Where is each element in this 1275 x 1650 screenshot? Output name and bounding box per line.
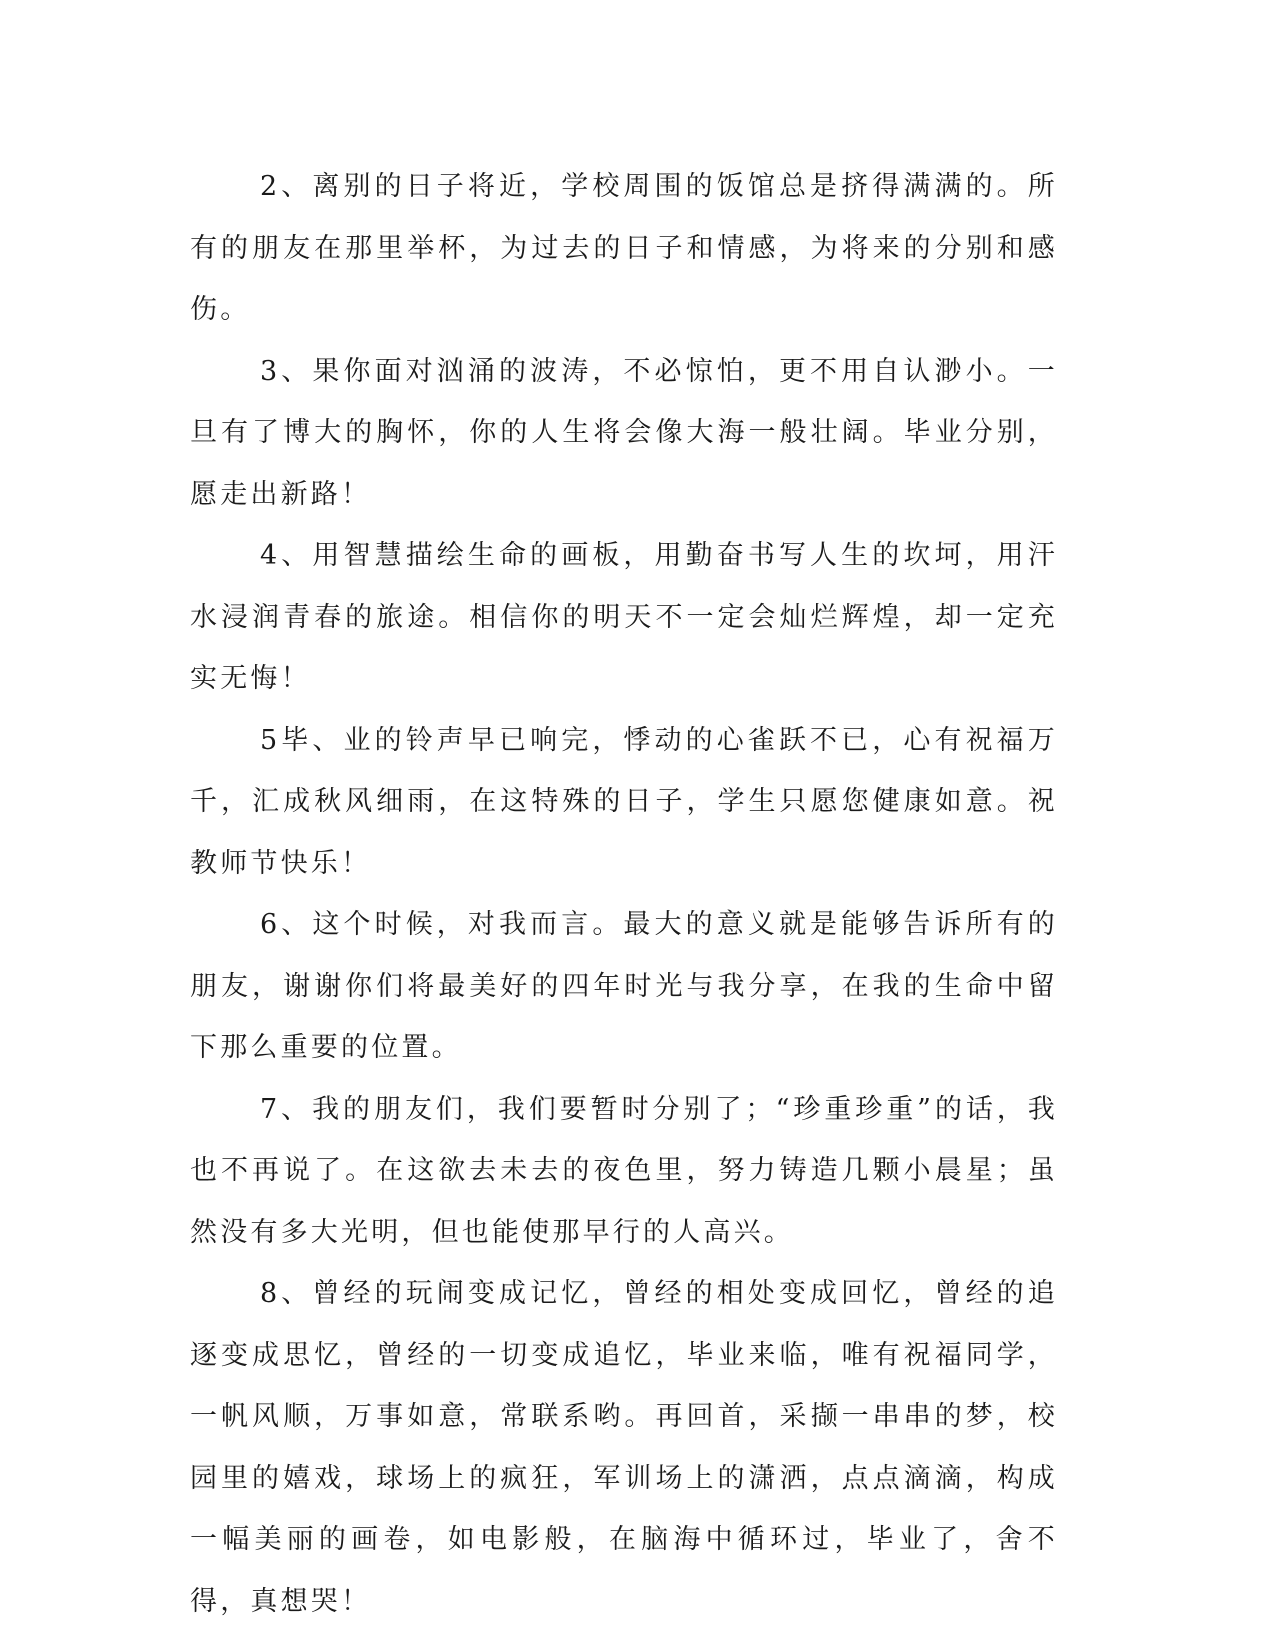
document-body [190, 156, 1058, 1632]
paragraph-4: 4、用智慧描绘生命的画板，用勤奋书写人生的坎坷，用汗水浸润青春的旅途。相信你的明天不一定会灿烂辉煌，却一定充实无悔！ [190, 540, 1058, 694]
paragraph-3: 3、果你面对汹涌的波涛，不必惊怕，更不用自认渺小。一旦有了博大的胸怀，你的人生将会像大海一般壮阔。毕业分别，愿走出新路！ [190, 355, 1058, 510]
paragraph-7: 7、我的朋友们，我们要暂时分别了；“珍重珍重”的话，我也不再说了。在这欲去未去的夜色里，努力铸造几颗小晨星；虽然没有多大光明，但也能使那早行的人高兴。 [190, 1093, 1058, 1248]
paragraph-6: 6、这个时候，对我而言。最大的意义就是能够告诉所有的朋友，谢谢你们将最美好的四年时光与我分享，在我的生命中留下那么重要的位置。 [190, 909, 1058, 1063]
paragraph-8: 8、曾经的玩闹变成记忆，曾经的相处变成回忆，曾经的追逐变成思忆，曾经的一切变成追忆，毕业来临，唯有祝福同学，一帆风顺，万事如意，常联系哟。再回首，采撷一串串的梦，校园里的嬉戏，球场上的疯狂，军训场上的潇洒，点点滴滴，构成一幅美丽的画卷，如电影般，在脑海中循环过，毕业了，舍不得，真想哭！ [190, 1278, 1058, 1617]
paragraph-5: 5毕、业的铃声早已响完，悸动的心雀跃不已，心有祝福万千，汇成秋风细雨，在这特殊的日子，学生只愿您健康如意。祝教师节快乐！ [190, 724, 1058, 879]
paragraph-2: 2、离别的日子将近，学校周围的饭馆总是挤得满满的。所有的朋友在那里举杯，为过去的日子和情感，为将来的分别和感伤。 [190, 171, 1058, 325]
